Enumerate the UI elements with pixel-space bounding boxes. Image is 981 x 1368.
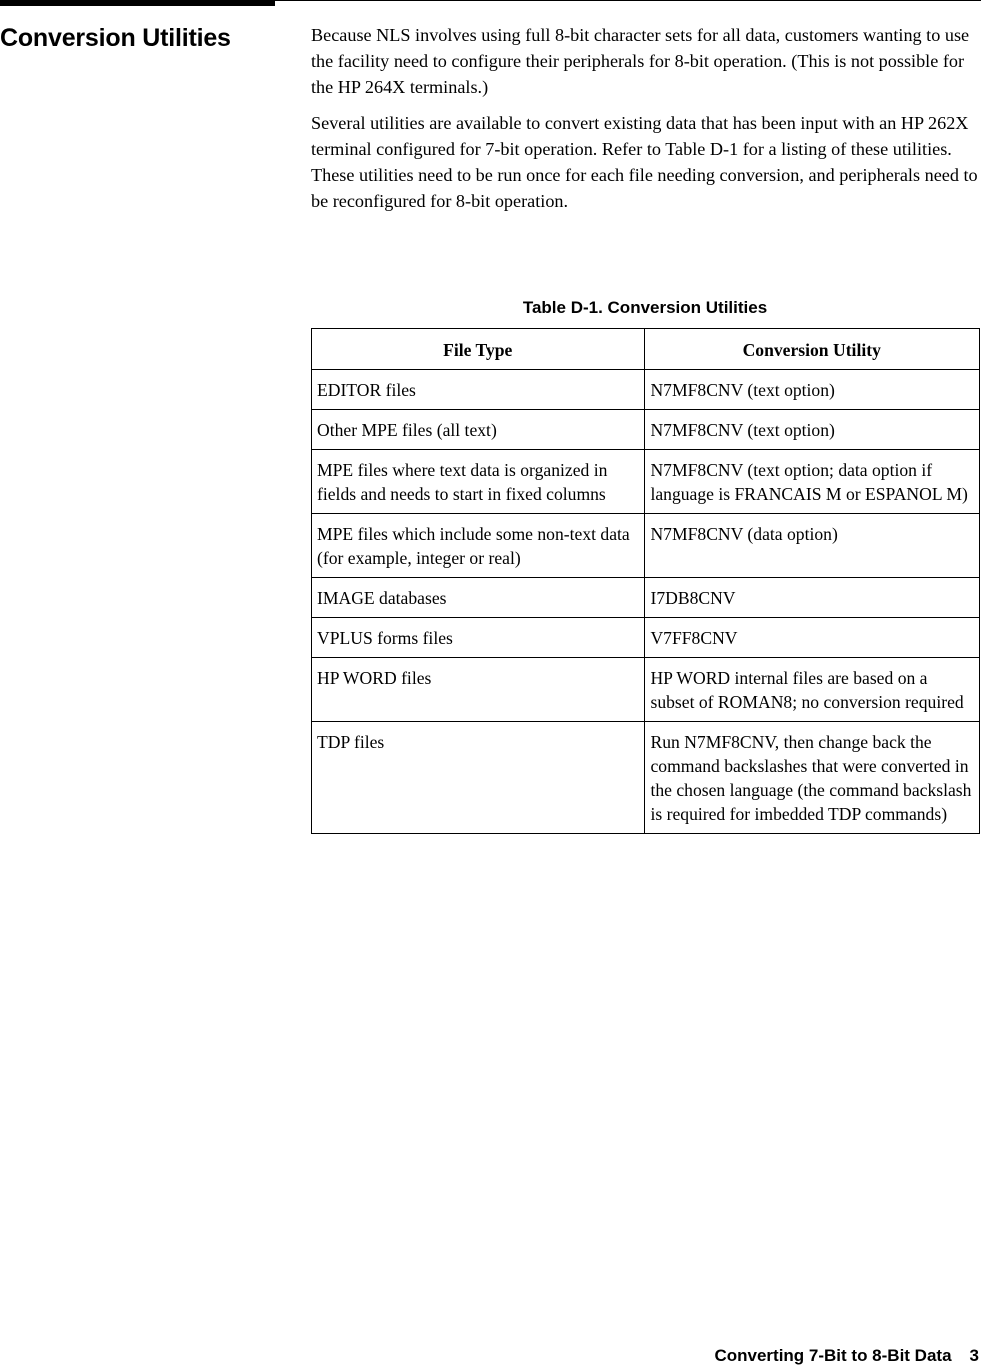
conversion-utilities-table	[311, 328, 980, 834]
table-header-row	[312, 329, 980, 370]
section-rule-thick	[0, 0, 275, 6]
cell-file-type: TDP files	[312, 722, 645, 834]
cell-file-type: HP WORD files	[312, 658, 645, 722]
cell-conversion-utility: N7MF8CNV (data option)	[645, 514, 980, 578]
section-rule-thin	[275, 0, 981, 1]
cell-conversion-utility: V7FF8CNV	[645, 618, 980, 658]
header-conversion-utility: Conversion Utility	[645, 329, 980, 370]
cell-file-type: IMAGE databases	[312, 578, 645, 618]
cell-conversion-utility: N7MF8CNV (text option; data option if language is FRANCAIS M or ESPANOL M)	[645, 450, 980, 514]
header-file-type: File Type	[312, 329, 645, 370]
paragraph-utilities: Several utilities are available to convert existing data that has been input with an HP 262X terminal configured for 7-bit operation. Refer to Table D-1 for a listing of these utilities. These utilities need to be run once for each file needing conversion, and peripherals need to be reconfigured for 8-bit operation.	[311, 113, 978, 211]
table-row	[312, 722, 980, 834]
table-row	[312, 370, 980, 410]
table-row	[312, 450, 980, 514]
paragraph-nls-8bit: Because NLS involves using full 8-bit character sets for all data, customers wanting to use the facility need to configure their peripherals for 8-bit operation. (This is not possible for the HP 264X terminals.)	[311, 25, 970, 97]
cell-conversion-utility: Run N7MF8CNV, then change back the command backslashes that were converted in the chosen language (the command backslash is required for imbedded TDP commands)	[645, 722, 980, 834]
table-row	[312, 618, 980, 658]
cell-conversion-utility: N7MF8CNV (text option)	[645, 370, 980, 410]
cell-file-type: VPLUS forms files	[312, 618, 645, 658]
table-row	[312, 578, 980, 618]
cell-conversion-utility: I7DB8CNV	[645, 578, 980, 618]
table-row	[312, 658, 980, 722]
cell-file-type: EDITOR files	[312, 370, 645, 410]
cell-file-type: MPE files which include some non-text data (for example, integer or real)	[312, 514, 645, 578]
cell-file-type: MPE files where text data is organized in fields and needs to start in fixed columns	[312, 450, 645, 514]
body-text	[311, 22, 979, 224]
footer-page-number: 3	[969, 1346, 979, 1365]
section-title: Conversion Utilities	[0, 24, 231, 52]
cell-file-type: Other MPE files (all text)	[312, 410, 645, 450]
table-row	[312, 514, 980, 578]
cell-conversion-utility: N7MF8CNV (text option)	[645, 410, 980, 450]
table-caption: Table D-1. Conversion Utilities	[522, 298, 768, 317]
page-footer	[714, 1344, 979, 1368]
table-row	[312, 410, 980, 450]
footer-chapter-title: Converting 7-Bit to 8-Bit Data	[714, 1346, 952, 1365]
cell-conversion-utility: HP WORD internal files are based on a subset of ROMAN8; no conversion required	[645, 658, 980, 722]
